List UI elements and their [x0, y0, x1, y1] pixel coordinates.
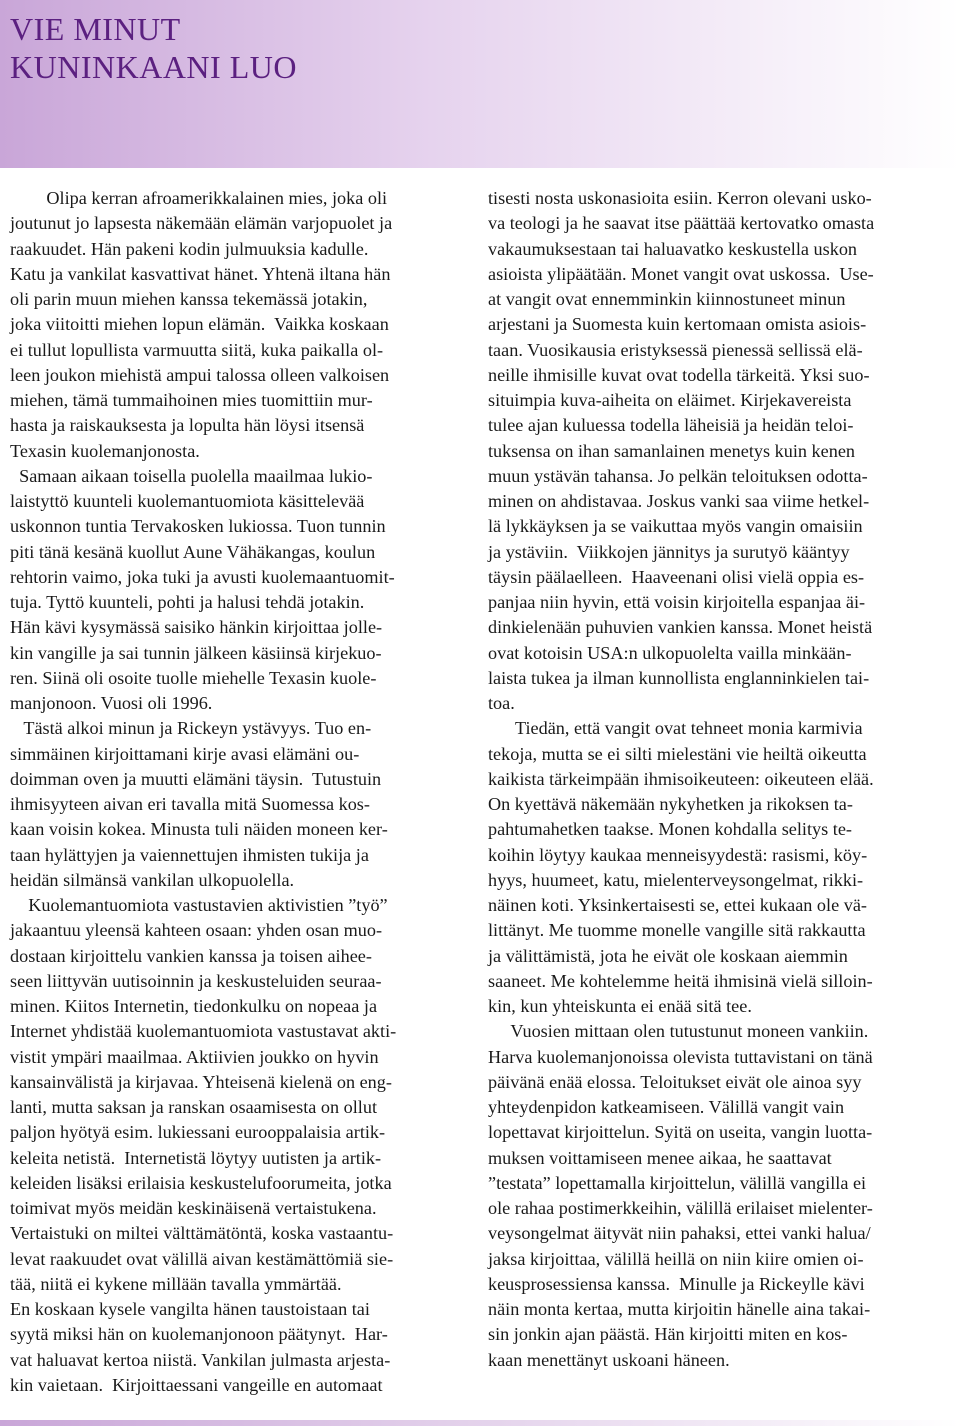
title-line-2: KUNINKAANI LUO — [10, 49, 297, 85]
text-line: ja ystäviin. Viikkojen jännitys ja surutyö kääntyy — [488, 541, 850, 562]
text-line: Hän kävi kysymässä saisiko hänkin kirjoittaa jolle- — [10, 617, 383, 638]
text-line: vat haluavat kertoa niistä. Vankilan julmasta arjesta- — [10, 1349, 391, 1370]
text-line: tekoja, mutta se ei silti mielestäni vie heiltä oikeutta — [488, 743, 867, 764]
text-line: ei tullut lopullista varmuutta siitä, kuka paikalla ol- — [10, 339, 384, 360]
text-line: toa. — [488, 693, 515, 713]
text-line: doimman oven ja muutti elämäni täysin. Tutustuin — [10, 768, 382, 789]
text-line: at vangit ovat ennemminkin kiinnostuneet minun — [488, 289, 846, 309]
text-line: ihmisyyteen aivan eri tavalla mitä Suomessa kos- — [10, 794, 370, 814]
text-line: keleiden lisäksi erilaisia keskustelufoorumeita, jotka — [10, 1172, 392, 1193]
text-line: panjaa niin hyvin, että voisin kirjoitella espanjaa äi- — [488, 592, 866, 612]
text-line: täysin päälaelleen. Haaveenani olisi vielä oppia es- — [488, 566, 865, 587]
text-line: tuja. Tyttö kuunteli, pohti ja halusi tehdä jotakin. — [10, 592, 365, 612]
text-line: neille ihmisille kuvat ovat todella tärkeitä. Yksi suo- — [488, 364, 870, 385]
text-line: Katu ja vankilat kasvattivat hänet. Yhtenä iltana hän — [10, 263, 391, 284]
text-line: dinkielenään puhuvien vankien kanssa. Monet heistä — [488, 617, 873, 638]
text-line: Tästä alkoi minun ja Rickeyn ystävyys. Tuo en- — [10, 718, 372, 739]
text-line: muun ystävän tahansa. Jo pelkän teloituksen odotta- — [488, 465, 868, 486]
text-line: vistit ympäri maailmaa. Aktiivien joukko on hyvin — [10, 1046, 379, 1067]
text-line: syytä miksi hän on kuolemanjonoon päätynyt. Har- — [10, 1324, 388, 1345]
text-line: päivänä enää elossa. Teloitukset eivät ole ainoa syy — [488, 1071, 862, 1092]
text-line: manjonoon. Vuosi oli 1996. — [10, 693, 213, 713]
text-line: tuksensa on ihan samanlainen menetys kuin kenen — [488, 440, 856, 461]
text-line: levat raakuudet ovat välillä aivan kestämättömiä sie- — [10, 1248, 394, 1269]
text-line: kin vaietaan. Kirjoittaessani vangeille en automaat — [10, 1374, 383, 1395]
text-line: minen. Kiitos Internetin, tiedonkulku on nopeaa ja — [10, 996, 378, 1016]
text-line: koihin löytyy kaukaa menneisyydestä: rasismi, köy- — [488, 844, 868, 865]
text-line: hasta ja raiskauksesta ja lopulta hän löysi itsensä — [10, 415, 365, 436]
text-line: kin, kun yhteiskunta ei enää sitä tee. — [488, 996, 752, 1016]
text-line: simmäinen kirjoittamani kirje avasi elämäni ou- — [10, 743, 360, 764]
text-line: joutunut jo lapsesta näkemään elämän varjopuolet ja — [10, 213, 393, 234]
text-line: kaan menettänyt uskoani häneen. — [488, 1349, 730, 1370]
text-line: dostaan kirjoittelu vankien kanssa ja toisen aihee- — [10, 945, 372, 966]
text-line: raakuudet. Hän pakeni kodin julmuuksia kadulle. — [10, 238, 369, 259]
text-line: näinen koti. Yksinkertaisesti se, ettei kukaan ole vä- — [488, 895, 867, 915]
text-line: keusprosessiensa kanssa. Minulle ja Rickeylle kävi — [488, 1273, 865, 1294]
text-line: muksen voittamiseen menee aikaa, he saattavat — [488, 1147, 832, 1168]
text-line: joka viitoitti miehen lopun elämän. Vaikka koskaan — [10, 314, 389, 335]
bottom-band — [0, 1420, 960, 1426]
text-line: vakaumuksestaan tai haluavatko keskustella uskon — [488, 238, 858, 259]
text-line: jaksa kirjoittaa, välillä heillä on niin kiire omien oi- — [488, 1248, 864, 1269]
text-line: tisesti nosta uskonasioita esiin. Kerron olevani usko- — [488, 188, 872, 208]
text-line: littänyt. Me tuomme monelle vangille sitä rakkautta — [488, 920, 866, 941]
right-text-column — [488, 186, 958, 1373]
text-line: piti tänä kesänä kuollut Aune Vähäkangas, koulun — [10, 541, 376, 562]
text-line: miehen, tämä tummaihoinen mies tuomittiin mur- — [10, 390, 373, 410]
text-line: Vertaistuki on miltei välttämätöntä, koska vastaantu- — [10, 1223, 394, 1244]
text-line: Texasin kuolemanjonosta. — [10, 440, 200, 461]
text-line: leen joukon miehistä ampui talossa olleen valkoisen — [10, 364, 390, 385]
text-line: heidän silmänsä vankilan ulkopuolella. — [10, 869, 295, 890]
text-line: taan. Vuosikausia eristyksessä pienessä sellissä elä- — [488, 339, 863, 360]
text-line: yhteydenpidon katkeamiseen. Välillä vangit vain — [488, 1097, 845, 1117]
left-text-column — [10, 186, 480, 1398]
text-line: asioista ylipäätään. Monet vangit ovat uskossa. Use- — [488, 263, 874, 284]
text-line: ja välittämistä, jota he eivät ole koskaan aiemmin — [488, 945, 848, 966]
text-line: kaan voisin kokea. Minusta tuli näiden moneen ker- — [10, 819, 388, 840]
text-line: situimpia kuva-aiheita on eläimet. Kirjekavereista — [488, 390, 852, 410]
text-line: toimivat myös meidän keskinäisenä vertaistukena. — [10, 1198, 377, 1218]
text-line: lopettavat kirjoittelun. Syitä on useita, vangin luotta- — [488, 1122, 873, 1143]
text-line: ”testata” lopettamalla kirjoittelun, välillä vangilla ei — [488, 1172, 867, 1193]
text-line: tää, niitä ei kykene millään tavalla ymmärtää. — [10, 1273, 342, 1294]
text-line: rehtorin vaimo, joka tuki ja avusti kuolemaantuomit- — [10, 566, 395, 587]
text-line: kaikista tärkeimpään ihmisoikeuteen: oikeuteen elää. — [488, 768, 874, 789]
text-line: Tiedän, että vangit ovat tehneet monia karmivia — [488, 718, 863, 739]
text-line: veysongelmat äityvät niin pahaksi, ettei vanki halua/ — [488, 1223, 871, 1244]
text-line: seen liittyvän uutisoinnin ja keskusteluiden seuraa- — [10, 970, 382, 991]
text-line: ole rahaa postimerkkeihin, välillä erilaiset mielenter- — [488, 1198, 873, 1218]
text-line: Olipa kerran afroamerikkalainen mies, joka oli — [10, 188, 388, 208]
text-line: va teologi ja he saavat itse päättää kertovatko omasta — [488, 213, 875, 234]
text-line: keleita netistä. Internetistä löytyy uutisten ja artik- — [10, 1147, 382, 1168]
text-line: paljon hyötyä esim. lukiessani eurooppalaisia artik- — [10, 1122, 386, 1143]
text-line: minen on ahdistavaa. Joskus vanki saa viime hetkel- — [488, 491, 870, 511]
page-title — [10, 10, 297, 86]
text-line: Samaan aikaan toisella puolella maailmaa lukio- — [10, 465, 373, 486]
text-line: hyys, huumeet, katu, mielenterveysongelmat, rikki- — [488, 869, 864, 890]
text-line: sin jonkin ajan päästä. Hän kirjoitti miten en kos- — [488, 1324, 848, 1345]
text-line: En koskaan kysele vangilta hänen taustoistaan tai — [10, 1299, 370, 1319]
text-line: lanti, mutta saksan ja ranskan osaamisesta on ollut — [10, 1097, 378, 1117]
text-line: laistyttö kuunteli kuolemantuomiota käsittelevää — [10, 491, 365, 511]
text-line: uskonnon tuntia Tervakosken lukiossa. Tuon tunnin — [10, 516, 386, 537]
text-line: oli parin muun miehen kanssa tekemässä jotakin, — [10, 289, 368, 309]
title-line-1: VIE MINUT — [10, 11, 181, 47]
text-line: lä lykkäyksen ja se vaikuttaa myös vangin omaisiin — [488, 516, 863, 537]
text-line: Internet yhdistää kuolemantuomiota vastustavat akti- — [10, 1021, 397, 1042]
text-line: laista tukea ja ilman kunnollista englanninkielen tai- — [488, 667, 870, 688]
text-line: Vuosien mittaan olen tutustunut moneen vankiin. — [488, 1021, 869, 1042]
text-line: ren. Siinä oli osoite tuolle miehelle Texasin kuole- — [10, 667, 377, 688]
text-line: Harva kuolemanjonoissa olevista tuttavistani on tänä — [488, 1046, 873, 1067]
text-line: kansainvälistä ja kirjavaa. Yhteisenä kielenä on eng- — [10, 1071, 392, 1092]
text-line: Kuolemantuomiota vastustavien aktivistien ”työ” — [10, 895, 388, 915]
text-line: kin vangille ja sai tunnin jälkeen käsiinsä kirjekuo- — [10, 642, 382, 663]
text-line: näin monta kertaa, mutta kirjoitin hänelle aina takai- — [488, 1299, 871, 1319]
text-line: taan hylättyjen ja vaiennettujen ihmisten tukija ja — [10, 844, 369, 865]
text-line: saaneet. Me kohtelemme heitä ihmisinä vielä silloin- — [488, 970, 873, 991]
text-line: tulee ajan kuluessa todella läheisiä ja heidän teloi- — [488, 415, 854, 436]
text-line: arjestani ja Suomesta kuin kertomaan omista asiois- — [488, 314, 867, 335]
text-line: pahtumahetken taakse. Monen kohdalla selitys te- — [488, 819, 852, 840]
text-line: jakaantuu yleensä kahteen osaan: yhden osan muo- — [10, 920, 383, 941]
text-line: On kyettävä näkemään nykyhetken ja rikoksen ta- — [488, 794, 853, 814]
text-line: ovat kotoisin USA:n ulkopuolelta vailla minkään- — [488, 642, 852, 663]
